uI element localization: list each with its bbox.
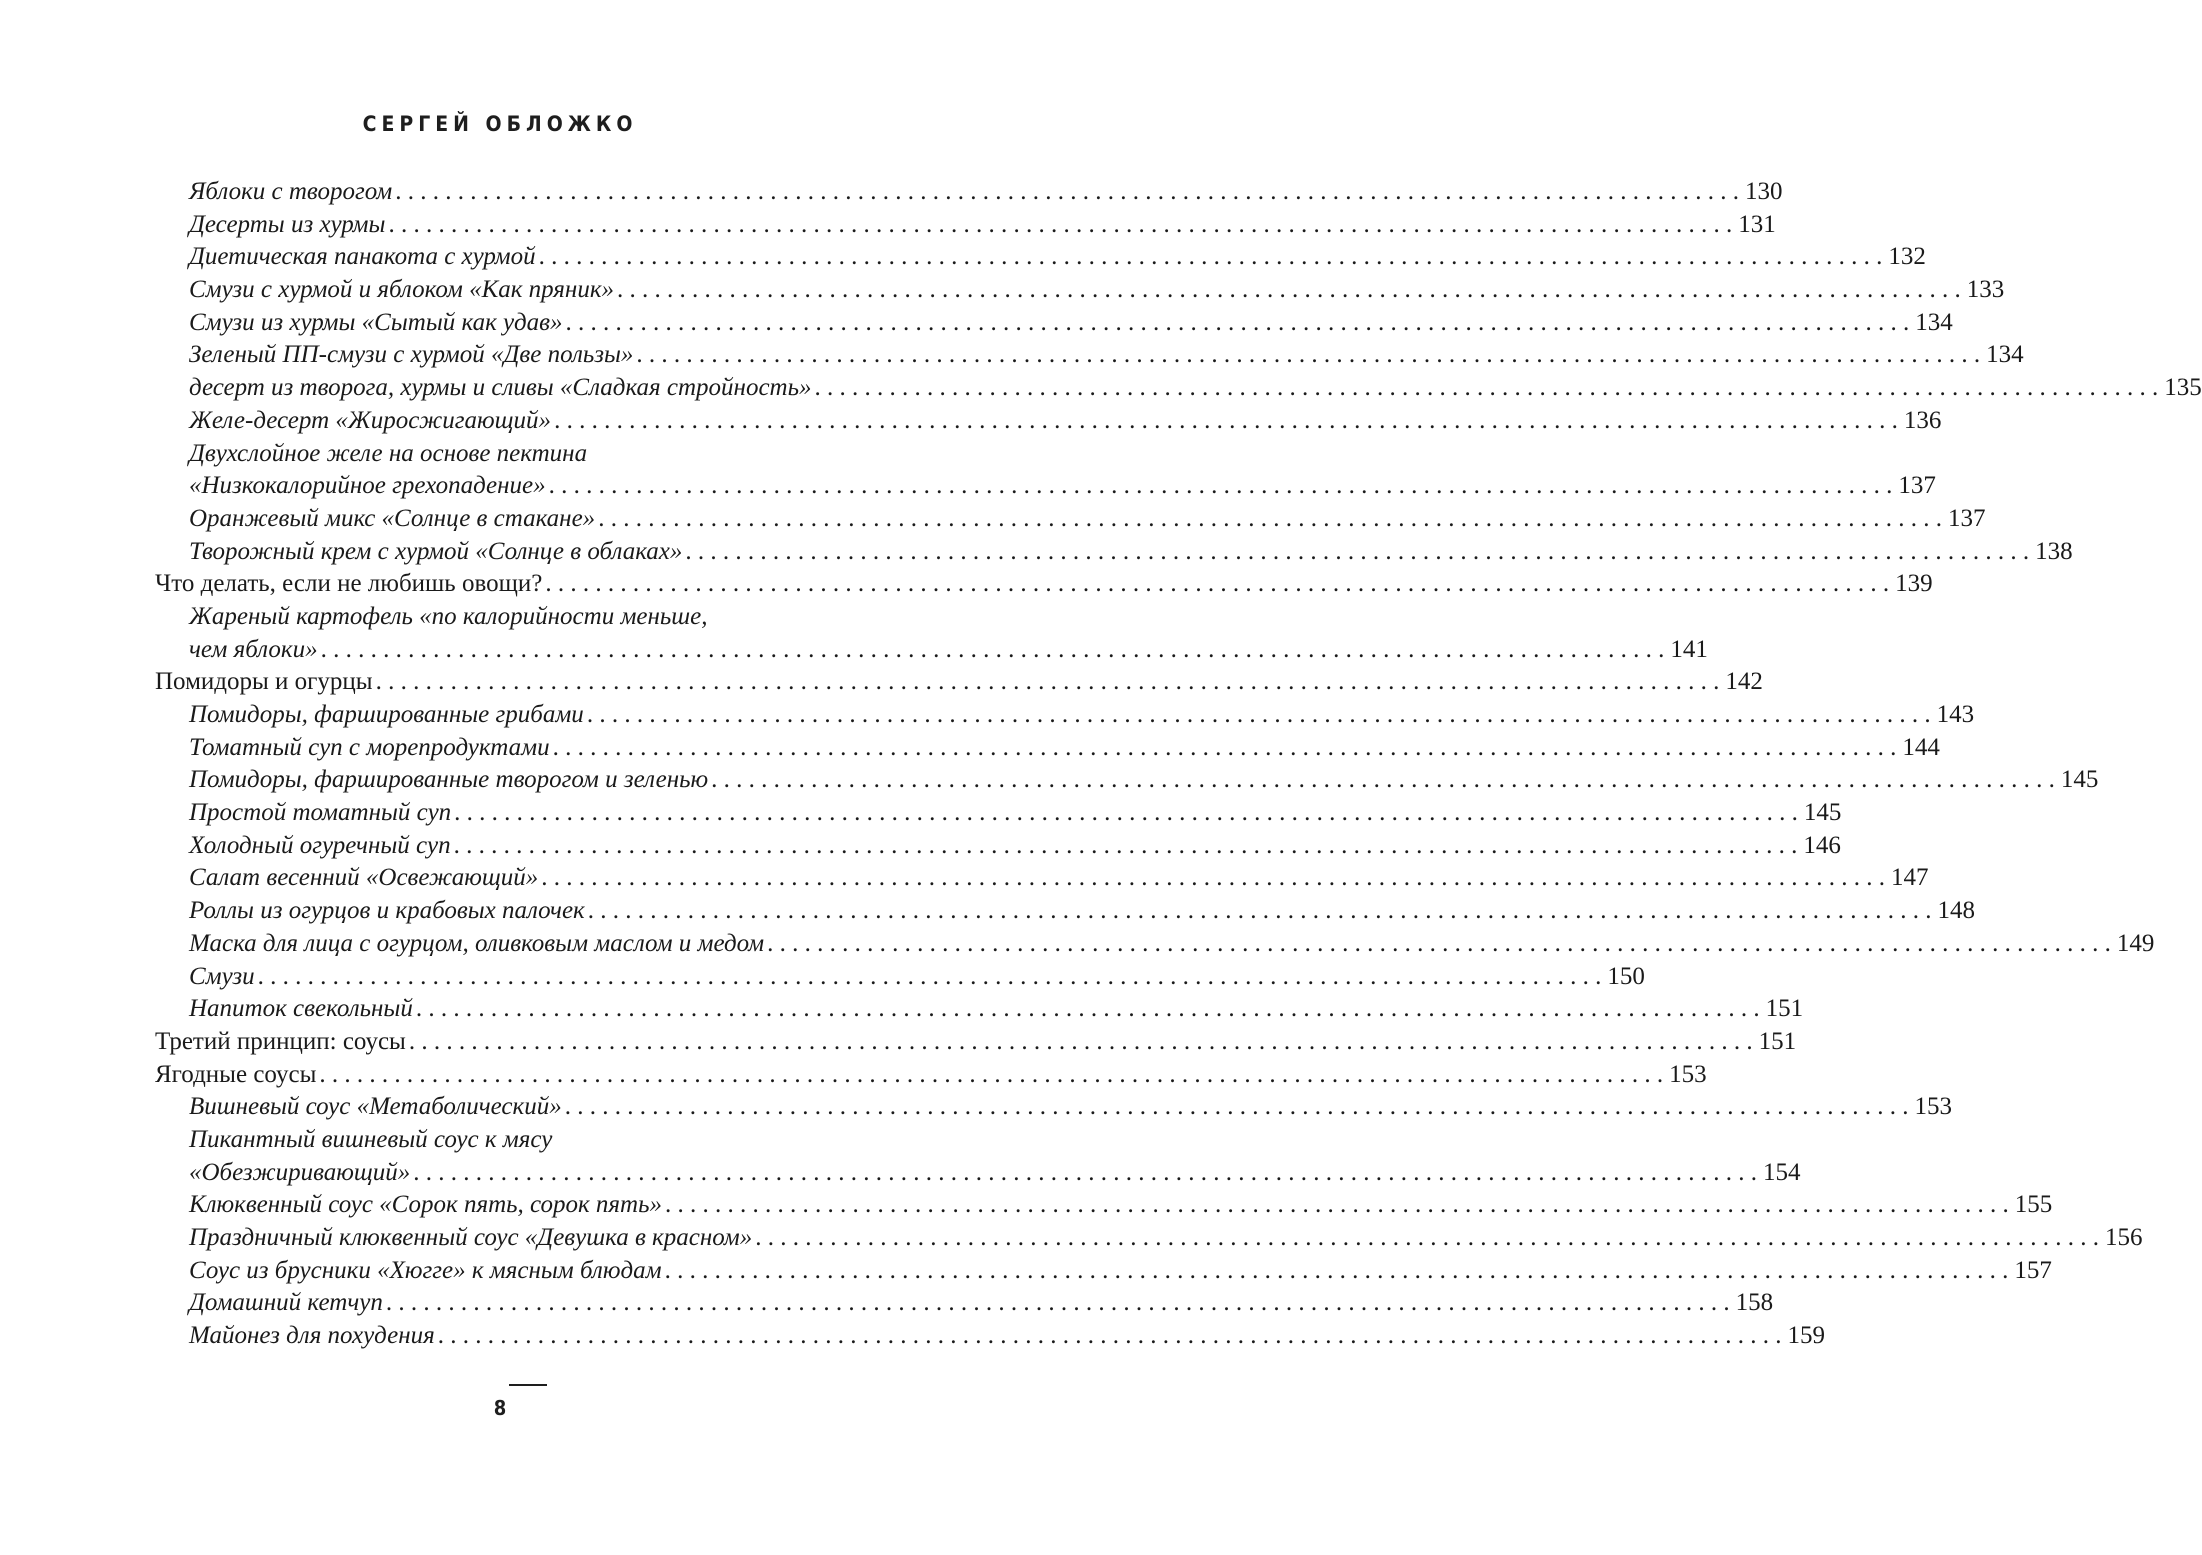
toc-entry-continuation-line [155, 470, 1936, 503]
page-number: 8 [493, 1396, 507, 1420]
dot-leader [258, 961, 1602, 994]
toc-entry-title: Холодный огуречный суп [189, 831, 451, 859]
toc-entry-title: Вишневый соус «Метаболический» [189, 1093, 562, 1121]
dot-leader [376, 666, 1720, 699]
dot-leader [711, 764, 2055, 797]
toc-entry-page: 143 [1936, 701, 1975, 728]
toc-entry-title: Томатный суп с морепродуктами [189, 733, 550, 761]
toc-entry-title: Соус из брусники «Хюгге» к мясным блюдам [189, 1256, 662, 1284]
dot-leader [454, 797, 1798, 830]
toc-entry [155, 241, 1926, 274]
toc-entry-page: 151 [1765, 995, 1804, 1023]
toc-entry [155, 1255, 2052, 1288]
toc-entry-page: 144 [1902, 733, 1940, 761]
toc-entry [155, 732, 1940, 765]
dot-leader [566, 307, 1910, 340]
toc-entry-title: Помидоры, фаршированные грибами [189, 701, 584, 728]
toc-entry [155, 1189, 2053, 1222]
toc-entry [155, 830, 1841, 863]
toc-entry-page: 137 [1898, 472, 1936, 500]
toc-entry-title: Диетическая панакота с хурмой [189, 243, 536, 271]
dot-leader [541, 862, 1885, 895]
toc-entry-title: Смузи с хурмой и яблоком «Как пряник» [189, 276, 615, 304]
dot-leader [386, 1287, 1730, 1320]
toc-entry-page: 148 [1937, 897, 1976, 925]
dot-leader [409, 1026, 1753, 1059]
toc-entry-page: 135 [2164, 374, 2202, 402]
toc-entry [155, 339, 2024, 372]
dot-leader [636, 339, 1980, 372]
toc-entry-title: Оранжевый микс «Солнце в стакане» [189, 504, 596, 532]
toc-entry-title: Что делать, если не любишь овощи? [155, 570, 543, 598]
toc-entry-page: 156 [2105, 1224, 2143, 1251]
toc-entry [155, 1124, 897, 1157]
dot-leader [454, 830, 1798, 863]
toc-entry-page: 146 [1803, 831, 1841, 859]
toc-entry [155, 1026, 1797, 1059]
toc-entry [155, 438, 897, 471]
toc-entry [155, 699, 1975, 732]
toc-entry-page: 136 [1903, 406, 1942, 434]
toc-entry-title: Роллы из огурцов и крабовых палочек [189, 897, 585, 925]
dot-leader [438, 1320, 1782, 1353]
dot-leader [565, 1091, 1909, 1124]
dot-leader [665, 1255, 2009, 1288]
toc-entry-page: 130 [1744, 178, 1783, 205]
dot-leader [321, 634, 1665, 667]
toc-entry-title: Пикантный вишневый соус к мясу [189, 1125, 553, 1153]
toc-entry-page: 151 [1758, 1027, 1797, 1055]
toc-entry [155, 928, 2155, 961]
toc-entry-title: Зеленый ПП-смузи с хурмой «Две пользы» [189, 341, 634, 369]
footer-rule [509, 1384, 547, 1386]
toc-entry-page: 141 [1670, 635, 1708, 663]
dot-leader [395, 176, 1739, 209]
dot-leader [665, 1189, 2009, 1222]
toc-entry [155, 862, 1929, 895]
toc-entry-continuation-line [155, 1157, 1801, 1190]
toc-entry-page: 150 [1607, 962, 1645, 990]
toc-entry [155, 405, 1942, 438]
toc-entry-page: 133 [1966, 276, 2005, 304]
dot-leader [539, 241, 1883, 274]
toc-entry [155, 797, 1842, 830]
toc-entry [155, 568, 1933, 601]
toc-entry-page: 131 [1738, 210, 1776, 238]
toc-entry [155, 1287, 1774, 1320]
toc-entry-title: Майонез для похудения [189, 1322, 435, 1350]
toc-entry-page: 147 [1891, 864, 1929, 892]
dot-leader [598, 503, 1942, 536]
toc-entry-title: Помидоры и огурцы [155, 668, 373, 696]
toc-entry-title: Простой томатный суп [189, 799, 452, 827]
dot-leader [413, 1157, 1757, 1190]
toc-entry-page: 154 [1763, 1158, 1801, 1186]
toc-entry-page: 153 [1914, 1093, 1952, 1121]
toc-entry-title: Напиток свекольный [189, 995, 413, 1023]
toc-entry-page: 132 [1888, 243, 1926, 271]
toc-entry-title: Салат весенний «Освежающий» [189, 864, 539, 892]
toc-entry [155, 209, 1776, 242]
toc-entry-title: Праздничный клюквенный соус «Девушка в красном» [189, 1224, 753, 1251]
dot-leader [814, 372, 2158, 405]
toc-entry [155, 176, 1783, 209]
dot-leader [554, 405, 1898, 438]
toc-entry [155, 503, 1986, 536]
toc-entry-title: Творожный крем с хурмой «Солнце в облаках» [189, 537, 683, 565]
dot-leader [388, 209, 1732, 242]
toc-entry [155, 666, 1763, 699]
toc-entry [155, 536, 2073, 569]
toc-entry [155, 1059, 1707, 1092]
toc-entry [155, 993, 1804, 1026]
dot-leader [685, 536, 2029, 569]
dot-leader [617, 274, 1961, 307]
table-of-contents [155, 176, 2202, 1353]
toc-entry-page: 138 [2035, 537, 2073, 565]
toc-entry [155, 895, 1976, 928]
dot-leader [549, 470, 1893, 503]
toc-entry [155, 1320, 1826, 1353]
toc-entry-page: 134 [1915, 308, 1953, 336]
toc-entry-page: 134 [1986, 341, 2024, 369]
toc-entry-title: Желе-десерт «Жиросжигающий» [189, 406, 552, 434]
toc-entry [155, 1222, 2143, 1255]
toc-entry [155, 1091, 1952, 1124]
toc-entry-title: Смузи из хурмы «Сытый как удав» [189, 308, 563, 336]
toc-entry-page: 155 [2014, 1191, 2053, 1219]
toc-entry-page: 153 [1669, 1060, 1707, 1088]
toc-entry-page: 145 [2060, 766, 2099, 794]
toc-entry-title: Третий принцип: соусы [155, 1027, 406, 1055]
dot-leader [416, 993, 1760, 1026]
dot-leader [767, 928, 2111, 961]
toc-entry-page: 139 [1895, 570, 1933, 598]
toc-entry [155, 274, 2005, 307]
toc-entry-title: Клюквенный соус «Сорок пять, сорок пять» [189, 1191, 662, 1219]
toc-entry [155, 764, 2099, 797]
toc-entry-page: 137 [1947, 504, 1986, 532]
toc-entry-title: Домашний кетчуп [189, 1289, 383, 1317]
toc-entry-title: Маска для лица с огурцом, оливковым маслом и медом [189, 929, 765, 957]
toc-entry-title: Жареный картофель «по калорийности меньше, [189, 602, 708, 630]
toc-entry-page: 159 [1787, 1322, 1826, 1350]
toc-entry-title-continuation: «Обезжиривающий» [189, 1158, 411, 1186]
dot-leader [587, 699, 1931, 732]
dot-leader [319, 1059, 1663, 1092]
dot-leader [588, 895, 1932, 928]
toc-entry-continuation-line [155, 634, 1708, 667]
toc-entry-title: Яблоки с творогом [189, 178, 393, 205]
toc-entry [155, 372, 2202, 405]
toc-entry-title: Смузи [189, 962, 255, 990]
toc-entry-title-continuation: «Низкокалорийное грехопадение» [189, 472, 546, 500]
toc-entry-title: десерт из творога, хурмы и сливы «Сладкая стройность» [189, 374, 812, 402]
toc-entry-title: Двухслойное желе на основе пектина [189, 439, 588, 467]
toc-entry-title: Ягодные соусы [155, 1060, 317, 1088]
toc-entry-title: Десерты из хурмы [189, 210, 386, 238]
toc-entry-title-continuation: чем яблоки» [189, 635, 318, 663]
toc-entry [155, 601, 897, 634]
toc-entry-page: 157 [2014, 1256, 2052, 1284]
toc-entry [155, 961, 1645, 994]
toc-entry-page: 158 [1735, 1289, 1774, 1317]
toc-entry-page: 145 [1803, 799, 1842, 827]
dot-leader [553, 732, 1897, 765]
toc-entry [155, 307, 1953, 340]
toc-entry-page: 142 [1725, 668, 1763, 696]
toc-entry-page: 149 [2116, 929, 2155, 957]
dot-leader [545, 568, 1889, 601]
running-header-author: СЕРГЕЙ ОБЛОЖКО [362, 112, 638, 136]
dot-leader [755, 1222, 2099, 1255]
toc-entry-title: Помидоры, фаршированные творогом и зеленью [189, 766, 709, 794]
